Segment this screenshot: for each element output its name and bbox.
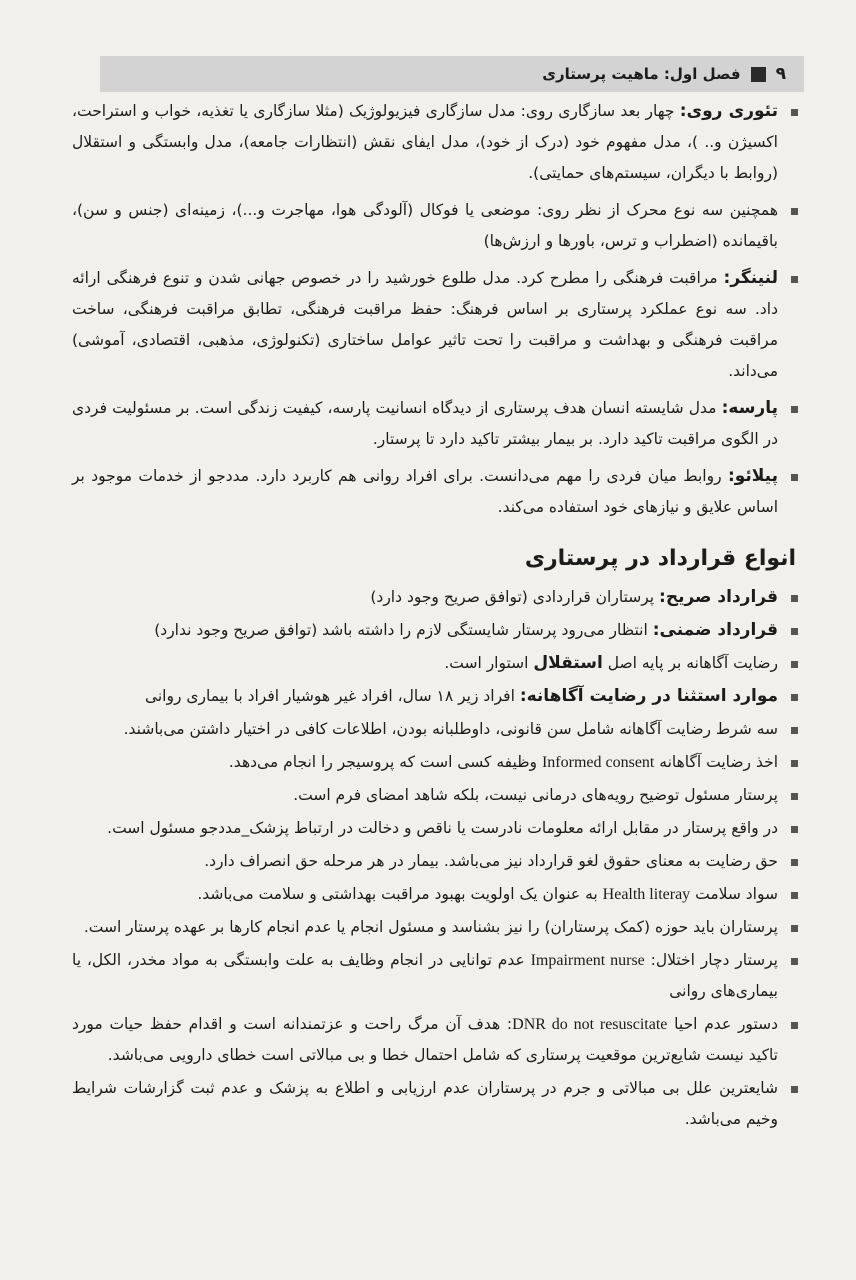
item-term: پارسه: — [721, 398, 778, 418]
item-text: سه شرط رضایت آگاهانه شامل سن قانونی، داوطلبانه بودن، اطلاعات کافی در اختیار داشتن می‌باشند. — [123, 720, 778, 738]
list-item — [72, 263, 800, 387]
item-text-tail: وظیفه کسی است که پروسیجر را انجام می‌دهد. — [228, 753, 542, 771]
item-emphasis: استقلال — [533, 653, 603, 673]
item-text: سواد سلامت — [690, 885, 778, 903]
item-term: پیلائو: — [727, 466, 779, 486]
list-item — [72, 879, 800, 910]
bullet-icon — [791, 793, 798, 800]
item-text: پرستاران باید حوزه (کمک پرستاران) را نیز بشناسد و مسئول انجام یا عدم انجام کارها بر عهده پرستار است. — [83, 918, 778, 936]
item-latin-term: Impairment nurse — [530, 952, 645, 969]
bullet-icon — [791, 859, 798, 866]
header-square-icon — [751, 67, 766, 82]
item-latin-term: Informed consent — [541, 754, 655, 771]
theory-list — [72, 96, 800, 523]
chapter-title: فصل اول: ماهیت پرستاری — [542, 65, 741, 83]
item-text: همچنین سه نوع محرک از نظر روی: موضعی یا فوکال (آلودگی هوا، مهاجرت و...)، زمینه‌ای (جنس و سن)، باقیمانده (اضطراب و ترس، باورها و ارزش‌ها) — [72, 201, 778, 250]
item-text-tail: استوار است. — [444, 654, 534, 672]
item-text: مراقبت فرهنگی را مطرح کرد. مدل طلوع خورشید را در خصوص جهانی شدن و تنوع فرهنگی ارائه داد. سه نوع عملکرد پرستاری بر اساس فرهنگ: حفظ مراقبت فرهنگی، تطابق مراقبت فرهنگی، ساخت مراقبت فرهنگی و بهداشت و مراقبت را تحت تاثیر عوامل ساختاری (تکنولوژی، مذهبی، اقتصادی، آموشی) می‌داند. — [72, 269, 778, 380]
list-item — [72, 393, 800, 455]
item-text-tail: عدم توانایی در انجام وظایف به علت وابستگی به مواد مخدر، الکل، یا بیماری‌های روانی — [72, 951, 778, 1000]
bullet-icon — [791, 661, 798, 668]
item-term: قرارداد صریح: — [659, 587, 778, 607]
bullet-icon — [791, 925, 798, 932]
item-text: دستور عدم احیا — [667, 1015, 779, 1033]
list-item — [72, 96, 800, 189]
item-term: موارد استثنا در رضایت آگاهانه: — [519, 686, 778, 706]
list-item — [72, 582, 800, 613]
list-item — [72, 846, 800, 877]
bullet-icon — [791, 694, 798, 701]
item-latin-term: Health literay — [602, 886, 691, 903]
bullet-icon — [791, 595, 798, 602]
list-item — [72, 912, 800, 943]
bullet-icon — [791, 406, 798, 413]
bullet-icon — [791, 760, 798, 767]
list-item — [72, 813, 800, 844]
bullet-icon — [791, 1086, 798, 1093]
item-latin-term: DNR do not resuscitate — [512, 1016, 668, 1033]
item-term: تئوری روی: — [679, 101, 779, 121]
contract-list — [72, 582, 800, 1135]
item-term: لنینگر: — [723, 268, 778, 288]
item-text: مدل شایسته انسان هدف پرستاری از دیدگاه انسانیت پارسه، کیفیت زندگی است. بر مسئولیت فردی در الگوی مراقبت تاکید دارد. بر بیمار بیشتر تاکید دارد تا پرستار. — [72, 399, 778, 448]
bullet-icon — [791, 1022, 798, 1029]
list-item — [72, 195, 800, 257]
bullet-icon — [791, 276, 798, 283]
bullet-icon — [791, 208, 798, 215]
page-header — [100, 56, 804, 92]
page-number: ۹ — [775, 64, 786, 84]
bullet-icon — [791, 892, 798, 899]
item-text: روابط میان فردی را مهم می‌دانست. برای افراد روانی هم کاربرد دارد. مددجو از خدمات موجود بر اساس علایق و نیازهای خود استفاده می‌کند. — [72, 467, 778, 516]
list-item — [72, 714, 800, 745]
list-item — [72, 461, 800, 523]
item-text: شایعترین علل بی مبالاتی و جرم در پرستاران عدم ارزیابی و اطلاع به پزشک و عدم ثبت گزارشات شرایط وخیم می‌باشد. — [72, 1079, 778, 1128]
item-text: پرستار مسئول توضیح رویه‌های درمانی نیست، بلکه شاهد امضای فرم است. — [293, 786, 778, 804]
bullet-icon — [791, 727, 798, 734]
item-text-tail: : هدف آن مرگ راحت و عزتمندانه است و اقدام حفظ حیات مورد تاکید نیست شایع‌ترین موقعیت پرستاری که شامل احتمال خطا و بی مبالاتی است خطای دارویی می‌باشد. — [72, 1015, 778, 1064]
list-item — [72, 945, 800, 1007]
list-item — [72, 780, 800, 811]
item-text: افراد زیر ۱۸ سال، افراد غیر هوشیار افراد با بیماری روانی — [144, 687, 515, 705]
page-content — [72, 96, 800, 1137]
list-item — [72, 747, 800, 778]
item-text: پرستاران قراردادی (توافق صریح وجود دارد) — [370, 588, 655, 606]
bullet-icon — [791, 628, 798, 635]
bullet-icon — [791, 474, 798, 481]
item-text: انتظار می‌رود پرستار شایستگی لازم را داشته باشد (توافق صریح وجود ندارد) — [154, 621, 648, 639]
list-item — [72, 681, 800, 712]
item-text: چهار بعد سازگاری روی: مدل سازگاری فیزیولوژیک (مثلا سازگاری یا تغذیه، خواب و استراحت، اکسیژن و.. )، مدل مفهوم خود (درک از خود)، مدل ایفای نقش (انتظارات جامعه)، مدل وابستگی و استقلال (روابط با دیگران، سیستم‌های حمایتی). — [72, 102, 778, 182]
item-text-tail: به عنوان یک اولویت بهبود مراقبت بهداشتی و سلامت می‌باشد. — [197, 885, 603, 903]
item-text: پرستار دچار اختلال: — [644, 951, 778, 969]
item-term: قرارداد ضمنی: — [652, 620, 778, 640]
list-item — [72, 648, 800, 679]
list-item — [72, 615, 800, 646]
list-item — [72, 1073, 800, 1135]
item-text: رضایت آگاهانه بر پایه اصل — [602, 654, 778, 672]
item-text: حق رضایت به معنای حقوق لغو قرارداد نیز می‌باشد. بیمار در هر مرحله حق انصراف دارد. — [204, 852, 778, 870]
item-text: در واقع پرستار در مقابل ارائه معلومات نادرست یا ناقص و دخالت در ارتباط پزشک_مددجو مسئول است. — [107, 819, 778, 837]
item-text: اخذ رضایت آگاهانه — [654, 753, 778, 771]
section-title: انواع قرارداد در پرستاری — [524, 546, 796, 571]
bullet-icon — [791, 826, 798, 833]
bullet-icon — [791, 958, 798, 965]
bullet-icon — [791, 109, 798, 116]
list-item — [72, 1009, 800, 1071]
